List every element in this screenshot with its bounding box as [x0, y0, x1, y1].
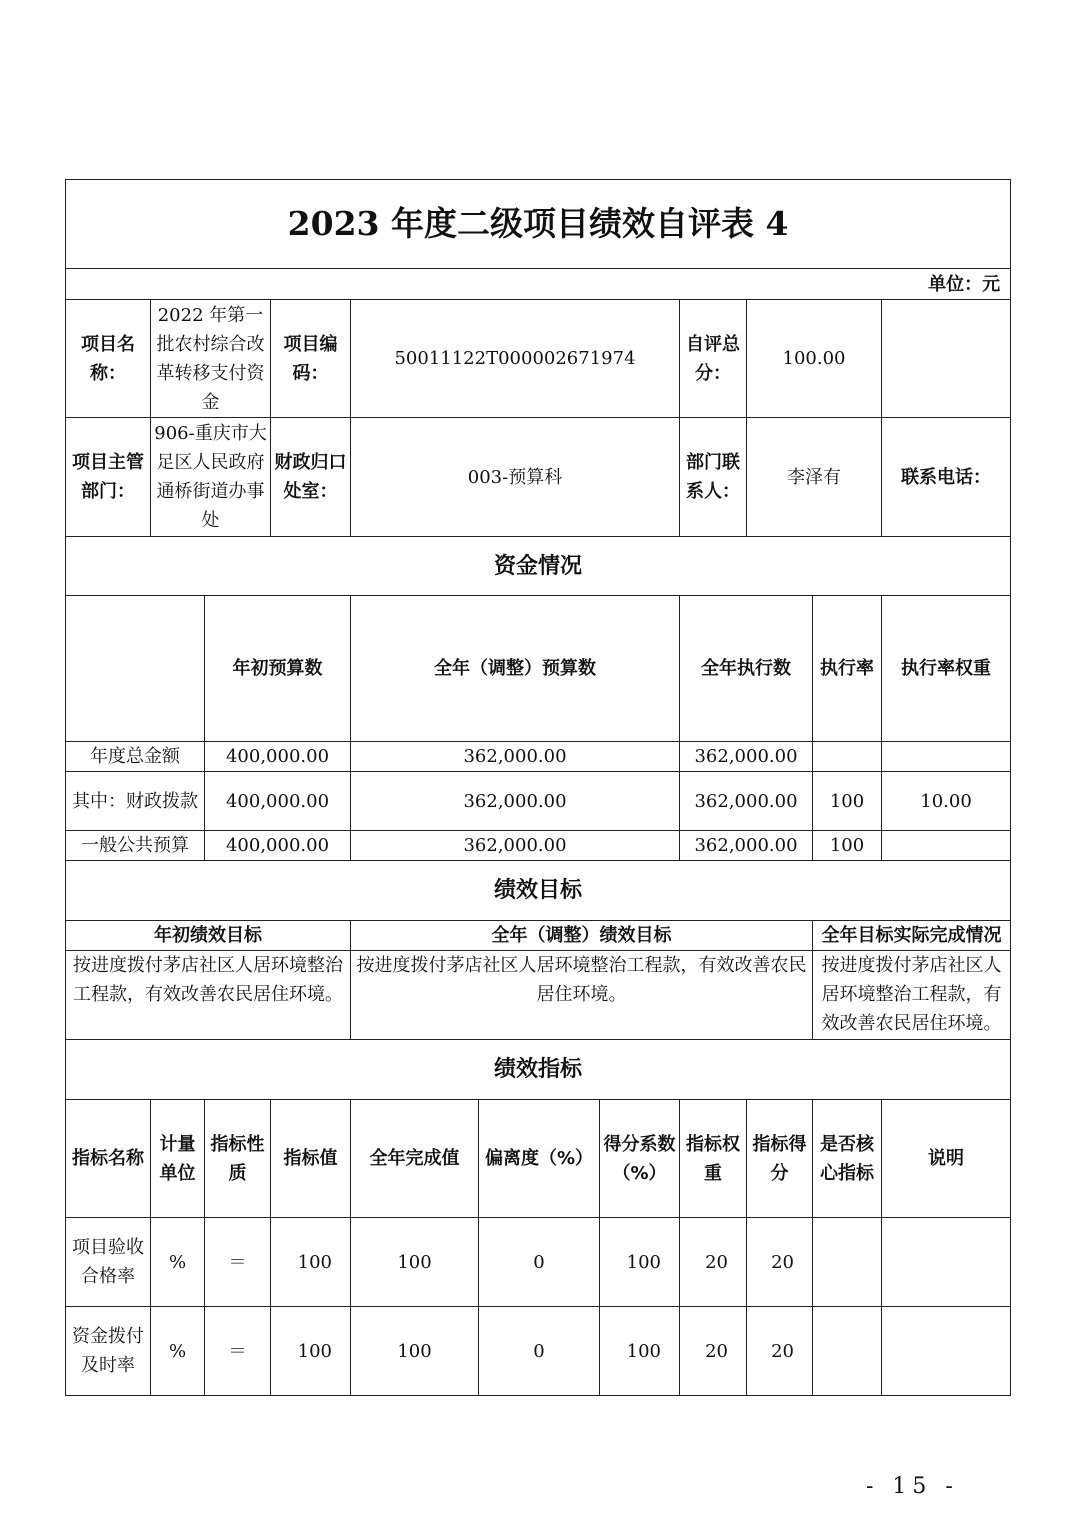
goal-actual: 按进度拨付茅店社区人居环境整治工程款，有效改善农民居住环境。 [813, 951, 1011, 1040]
goal-initial: 按进度拨付茅店社区人居环境整治工程款，有效改善农民居住环境。 [66, 951, 351, 1040]
project-name-label: 项目名称： [66, 300, 151, 418]
indicator-header: 是否核心指标 [813, 1100, 882, 1218]
indicator-note [882, 1307, 1011, 1396]
funds-rate: 100 [813, 831, 882, 861]
indicator-note [882, 1218, 1011, 1307]
funds-executed: 362,000.00 [680, 831, 813, 861]
funds-adjusted: 362,000.00 [351, 831, 680, 861]
funds-executed: 362,000.00 [680, 772, 813, 831]
goals-header: 年初绩效目标 [66, 921, 351, 951]
funds-adjusted: 362,000.00 [351, 772, 680, 831]
indicator-weight: 20 [680, 1218, 747, 1307]
self-evaluation-table [65, 179, 1011, 1396]
indicator-header: 全年完成值 [351, 1100, 479, 1218]
page-number: - 15 - [866, 1474, 959, 1499]
indicator-unit: % [151, 1307, 205, 1396]
project-name-value: 2022 年第一批农村综合改革转移支付资金 [151, 300, 271, 418]
self-score-value: 100.00 [747, 300, 882, 418]
funds-adjusted: 362,000.00 [351, 742, 680, 772]
project-code-label: 项目编码： [271, 300, 351, 418]
empty-cell [882, 300, 1011, 418]
funds-weight [882, 831, 1011, 861]
funds-rate [813, 742, 882, 772]
self-score-label: 自评总分： [680, 300, 747, 418]
indicator-header: 指标得分 [747, 1100, 813, 1218]
phone-label: 联系电话： [882, 418, 1011, 537]
indicator-header: 说明 [882, 1100, 1011, 1218]
indicator-target: 100 [271, 1307, 351, 1396]
indicator-deviation: 0 [479, 1307, 600, 1396]
indicator-core [813, 1218, 882, 1307]
indicator-deviation: 0 [479, 1218, 600, 1307]
indicator-score: 20 [747, 1218, 813, 1307]
funds-initial: 400,000.00 [205, 772, 351, 831]
funds-section-title: 资金情况 [66, 537, 1011, 596]
indicator-header: 指标性质 [205, 1100, 271, 1218]
indicator-weight: 20 [680, 1307, 747, 1396]
goal-adjusted: 按进度拨付茅店社区人居环境整治工程款，有效改善农民居住环境。 [351, 951, 813, 1040]
indicators-section-title: 绩效指标 [66, 1040, 1011, 1100]
funds-rate: 100 [813, 772, 882, 831]
funds-row-label: 年度总金额 [66, 742, 205, 772]
indicator-header: 指标值 [271, 1100, 351, 1218]
contact-value: 李泽有 [747, 418, 882, 537]
unit-label: 单位：元 [66, 269, 1011, 300]
indicator-header: 指标名称 [66, 1100, 151, 1218]
indicator-coef: 100 [600, 1218, 680, 1307]
indicator-target: 100 [271, 1218, 351, 1307]
funds-header: 全年执行数 [680, 596, 813, 742]
dept-value: 906-重庆市大足区人民政府通桥街道办事处 [151, 418, 271, 537]
funds-initial: 400,000.00 [205, 742, 351, 772]
indicator-header: 指标权重 [680, 1100, 747, 1218]
funds-initial: 400,000.00 [205, 831, 351, 861]
indicator-unit: % [151, 1218, 205, 1307]
indicator-name: 资金拨付及时率 [66, 1307, 151, 1396]
funds-weight [882, 742, 1011, 772]
funds-header: 年初预算数 [205, 596, 351, 742]
funds-header: 执行率权重 [882, 596, 1011, 742]
indicator-nature: ＝ [205, 1218, 271, 1307]
empty-cell [66, 596, 205, 742]
indicator-score: 20 [747, 1307, 813, 1396]
contact-label: 部门联系人： [680, 418, 747, 537]
indicator-nature: ＝ [205, 1307, 271, 1396]
goals-header: 全年（调整）绩效目标 [351, 921, 813, 951]
indicator-header: 偏离度（%） [479, 1100, 600, 1218]
indicator-actual: 100 [351, 1307, 479, 1396]
indicator-actual: 100 [351, 1218, 479, 1307]
indicator-header: 得分系数（%） [600, 1100, 680, 1218]
funds-header: 执行率 [813, 596, 882, 742]
funds-row-label: 一般公共预算 [66, 831, 205, 861]
dept-label: 项目主管部门： [66, 418, 151, 537]
funds-header: 全年（调整）预算数 [351, 596, 680, 742]
project-code-value: 50011122T000002671974 [351, 300, 680, 418]
goals-header: 全年目标实际完成情况 [813, 921, 1011, 951]
funds-executed: 362,000.00 [680, 742, 813, 772]
office-label: 财政归口处室： [271, 418, 351, 537]
indicator-coef: 100 [600, 1307, 680, 1396]
funds-row-label: 其中：财政拨款 [66, 772, 205, 831]
funds-weight: 10.00 [882, 772, 1011, 831]
indicator-core [813, 1307, 882, 1396]
indicator-header: 计量单位 [151, 1100, 205, 1218]
table-title: 2023 年度二级项目绩效自评表 4 [66, 180, 1011, 269]
goals-section-title: 绩效目标 [66, 861, 1011, 921]
office-value: 003-预算科 [351, 418, 680, 537]
indicator-name: 项目验收合格率 [66, 1218, 151, 1307]
